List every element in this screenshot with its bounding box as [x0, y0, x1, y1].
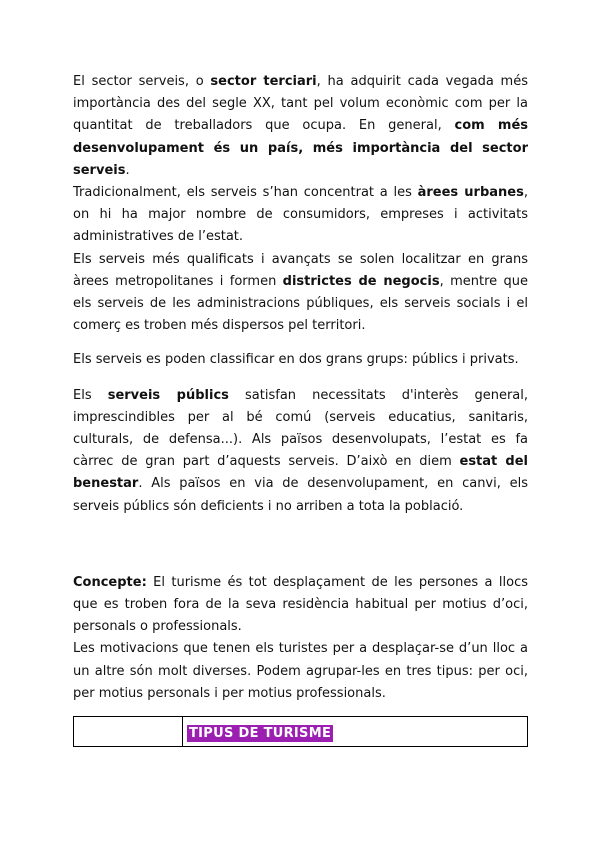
text-run: . Als països en via de desenvolupament, en canvi, els serveis públics són deficients i no arriben a tota la població. — [73, 476, 528, 514]
spacer — [73, 518, 528, 572]
bold-statement: com més desenvolupament és un país, més importància del sector serveis — [73, 118, 528, 178]
bold-term-estat-benestar: estat del benestar — [73, 454, 528, 492]
paragraph-arees-urbanes — [73, 182, 528, 249]
concept-label: Concepte: — [73, 574, 147, 590]
text-run: El turisme és tot desplaçament de les persones a llocs que es troben fora de la seva residència habitual per motius d’oci, personals o professionals. — [73, 574, 528, 635]
paragraph-serveis-publics — [73, 385, 528, 518]
paragraph-sector-terciari — [73, 71, 528, 182]
table-header-highlight: TIPUS DE TURISME — [189, 726, 332, 742]
bold-term-arees-urbanes: àrees urbanes — [417, 185, 524, 201]
document-page — [73, 71, 528, 747]
paragraph-districtes — [73, 249, 528, 338]
spacer — [73, 337, 528, 349]
spacer — [73, 372, 528, 385]
paragraph-motivacions: Les motivacions que tenen els turistes per a desplaçar-se d’un lloc a un altre són molt diverses. Podem agrupar-les en tres tipus: per oci, per motius personals i per motius professionals. — [73, 641, 528, 701]
text-run: , on hi ha major nombre de consumidors, empreses i activitats administratives de l’estat. — [73, 185, 528, 245]
text-run: Els serveis més qualificats i avançats se solen localitzar en grans àrees metropolitanes i formen — [73, 251, 528, 289]
text-run: , ha adquirit cada vegada més importància des del segle XX, tant pel volum econòmic com per la quantitat de treballadors que ocupa. En general, — [73, 74, 528, 134]
tourism-types-table — [73, 716, 528, 747]
bold-term-sector-terciari: sector terciari — [210, 74, 317, 89]
text-run: Tradicionalment, els serveis s’han concentrat a les — [73, 185, 418, 201]
paragraph-classificacio: Els serveis es poden classificar en dos grans grups: públics i privats. — [73, 352, 519, 368]
text-run: , mentre que els serveis de les administracions públiques, els serveis socials i el comerç es troben més dispersos pel territori. — [73, 273, 528, 334]
paragraph-concepte — [73, 572, 528, 639]
text-run: Els — [73, 387, 108, 403]
table-cell-empty — [74, 717, 183, 747]
text-run: . — [125, 162, 130, 178]
bold-term-districtes-negocis: districtes de negocis — [282, 273, 440, 289]
text-run: El sector serveis, o — [73, 74, 211, 89]
bold-term-serveis-publics: serveis públics — [107, 387, 229, 403]
spacer — [73, 705, 528, 716]
table-header-cell — [183, 717, 528, 747]
table-row — [74, 717, 528, 747]
text-run: satisfan necessitats d'interès general, imprescindibles per al bé comú (serveis educatius, sanitaris, culturals, de defensa...). Als països desenvolupats, l’estat es fa càrrec de gran part d’aquests serveis. D’això en diem — [73, 387, 528, 470]
